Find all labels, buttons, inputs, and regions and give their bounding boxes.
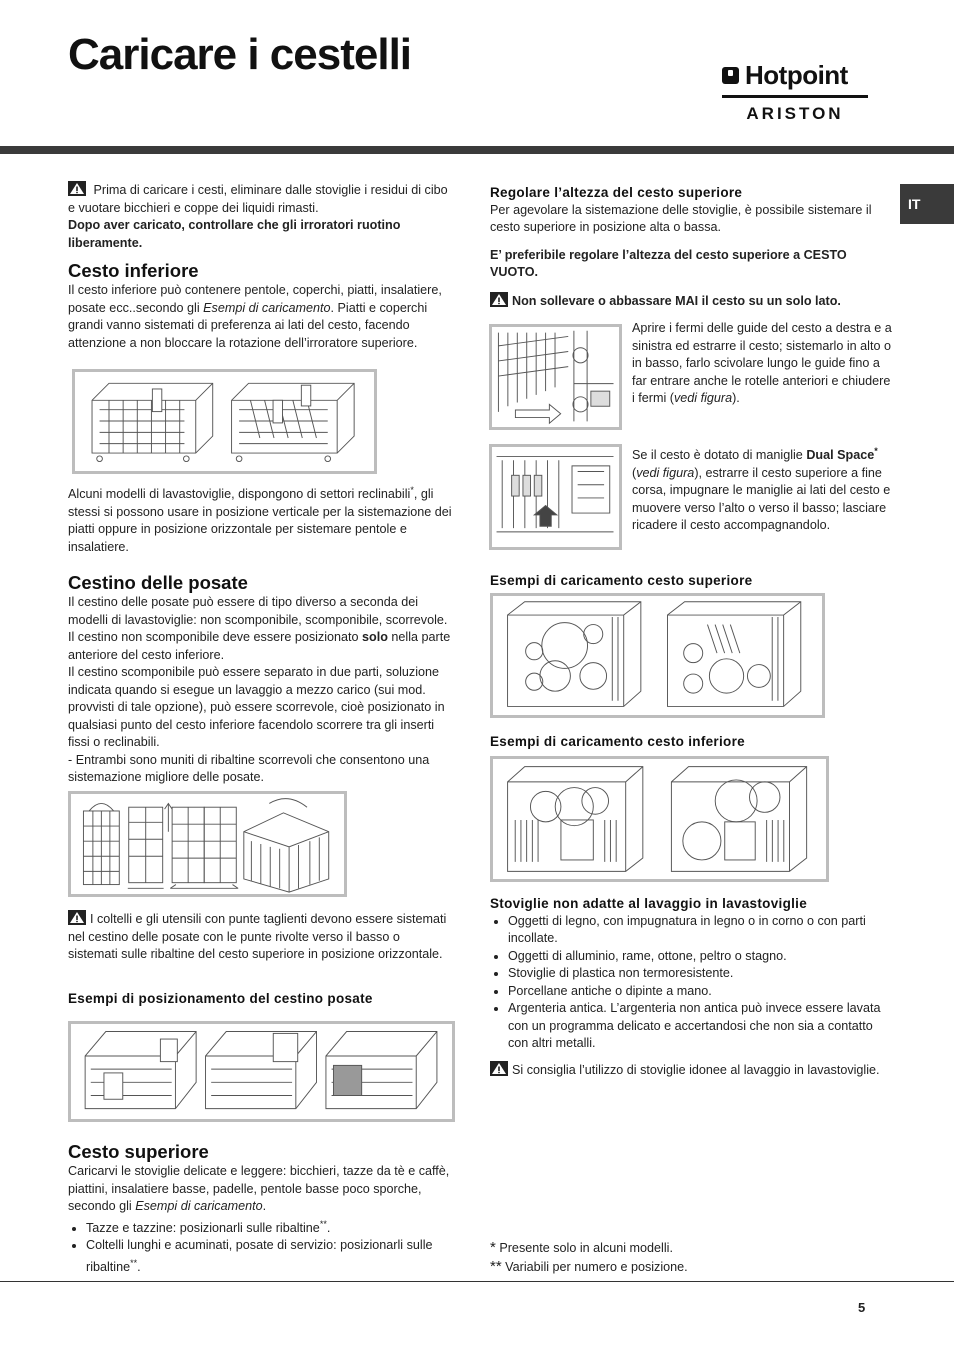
basket-guide-figure: [489, 324, 622, 430]
upper-load-illustration: [493, 596, 822, 715]
dual-space-text: Se il cesto è dotato di maniglie Dual Space* (vedi figura), estrarre il cesto superiore a fine corsa, impugnare le maniglie ai lati del cesto e muovere verso l’alto o verso il basso; lasciare ricadere il cesto accompagnandolo.: [632, 446, 891, 533]
lower-examples-heading: Esempi di caricamento cesto inferiore: [490, 734, 745, 749]
intro-text: Prima di caricare i cesti, eliminare dalle stoviglie i residui di cibo e vuotare bicchieri e coppe dei liquidi rimasti.: [68, 183, 448, 215]
lower-basket-figure: [72, 369, 377, 474]
intro-bold: Dopo aver caricato, controllare che gli irroratori ruotino liberamente.: [68, 218, 401, 250]
cutlery-warning: I coltelli e gli utensili con punte taglienti devono essere sistemati nel cestino delle posate con le punte rivolte verso il basso o sistemati sulle ribaltine del cesto superiore in posizione orizzontale.: [68, 912, 447, 961]
unsuitable-list: [490, 913, 890, 1053]
warning-icon: [68, 181, 86, 196]
list-item: • Argenteria antica. L’argenteria non antica può invece essere lavata con un programma delicato e accertandosi che non sia a contatto con altri metalli.: [508, 1000, 890, 1053]
footnotes: * Presente solo in alcuni modelli. ** Variabili per numero e posizione.: [490, 1239, 688, 1275]
dual-space-figure: [489, 444, 622, 550]
brand-logo: [722, 60, 868, 124]
lower-load-figure: [490, 756, 829, 882]
warning-icon: [490, 1061, 508, 1076]
lower-basket-heading: Cesto inferiore: [68, 260, 199, 281]
adjust-height-section: Regolare l’altezza del cesto superiore Per agevolare la sistemazione delle stoviglie, è possibile sistemare il cesto superiore in posizione alta o bassa. E’ preferibile regolare l’altezza del cesto superiore a CESTO VUOTO. Non sollevare o abbassare MAI il cesto su un solo lato.: [490, 184, 890, 310]
upper-basket-heading: Cesto superiore: [68, 1141, 209, 1162]
upper-basket-list: [68, 1216, 452, 1277]
cutlery-section: Cestino delle posate Il cestino delle posate può essere di tipo diverso a seconda dei modelli di lavastoviglie: non scomponibile, scomponibile, scorrevole. Il cestino non scomponibile deve essere posizionato solo nella parte anteriore del cesto inferiore. Il cestino scomponibile può essere separato in due parti, soluzione indicata quando si esegue un lavaggio a mezzo carico (sui mod. provvisti di tale opzione), può essere scorrevole, cioè posizionato in qualsiasi punto del cesto inferiore facendolo scorrere tra gli inserti fissi o reclinabili. - Entrambi sono muniti di ribaltine scorrevoli che consentono una sistemazione migliore delle posate.: [68, 572, 451, 784]
header-divider: [0, 146, 954, 154]
upper-load-figure: [490, 593, 825, 718]
page-title: Caricare i cestelli: [68, 30, 412, 79]
list-item: • Coltelli lunghi e acuminati, posate di servizio: posizionarli sulle ribaltine**.: [86, 1237, 452, 1276]
cutlery-basket-figure: [68, 791, 347, 897]
logo-sub: ARISTON: [746, 104, 844, 123]
cutlery-position-illustration: [71, 1024, 452, 1119]
list-item: • Oggetti di legno, con impugnatura in legno o in corno o con parti incollate.: [508, 913, 890, 948]
lower-basket-illustration: [75, 372, 374, 471]
list-item: • Tazze e tazzine: posizionarli sulle ribaltine**.: [86, 1216, 452, 1238]
upper-basket-section: Cesto superiore Caricarvi le stoviglie delicate e leggere: bicchieri, tazze da tè e caffè, piattini, insalatiere basse, padelle, pentole basse poco sporche, secondo gli Esempi di caricamento. • Tazze e tazzine: posizionarli sulle ribaltine**. • Coltelli lunghi e acuminati, posate di servizio: posizionarli sulle ribaltine**.: [68, 1141, 452, 1276]
cutlery-position-figure: [68, 1021, 455, 1122]
basket-guide-illustration: [492, 327, 619, 427]
list-item: • Oggetti di alluminio, rame, ottone, peltro o stagno.: [508, 948, 890, 966]
dual-space-illustration: [492, 447, 619, 547]
footer-divider: [0, 1281, 954, 1282]
list-item: • Porcellane antiche o dipinte a mano.: [508, 983, 890, 1001]
upper-examples-heading: Esempi di caricamento cesto superiore: [490, 573, 753, 588]
logo-brand: Hotpoint: [745, 60, 848, 90]
warning-icon: [490, 292, 508, 307]
lower-load-illustration: [493, 759, 826, 879]
lower-basket-section: Cesto inferiore Il cesto inferiore può contenere pentole, coperchi, piatti, insalatiere, posate ecc..secondo gli Esempi di caricamento. Piatti e coperchi grandi vanno sistemati di preferenza ai lati del cesto, facendo attenzione a non bloccare la rotazione dell’irroratore superiore.: [68, 260, 452, 352]
basket-guide-text: Aprire i fermi delle guide del cesto a destra e a sinistra ed estrarre il cesto; sistemarlo in alto o in basso, farlo scivolare lungo le guide fino a far entrare anche le rotelle anteriori e chiudere i fermi (vedi figura).: [632, 321, 892, 405]
unsuitable-heading: Stoviglie non adatte al lavaggio in lavastoviglie: [490, 896, 808, 911]
cutlery-heading: Cestino delle posate: [68, 572, 248, 593]
lower-basket-note: Alcuni modelli di lavastoviglie, dispongono di settori reclinabili*, gli stessi si possono usare in posizione verticale per la sistemazione dei piatti oppure in posizione orizzontale per sistemare pentole e insalatiere.: [68, 485, 452, 554]
cutlery-basket-illustration: [71, 794, 344, 894]
adjust-height-heading: Regolare l’altezza del cesto superiore: [490, 185, 743, 200]
language-tab: IT: [900, 184, 954, 224]
unsuitable-section: Stoviglie non adatte al lavaggio in lavastoviglie • Oggetti di legno, con impugnatura in legno o in corno o con parti incollate. • Oggetti di alluminio, rame, ottone, peltro o stagno. • Stoviglie di plastica non termoresistente. • Porcellane antiche o dipinte a mano. • Argenteria antica. L’argenteria non antica può invece essere lavata con un programma delicato e accertandosi che non sia a contatto con altri metalli. Si consiglia l’utilizzo di stoviglie idonee al lavaggio in lavastoviglie.: [490, 895, 890, 1079]
list-item: • Stoviglie di plastica non termoresistente.: [508, 965, 890, 983]
cutlery-examples-heading: Esempi di posizionamento del cestino posate: [68, 991, 373, 1006]
warning-icon: [68, 910, 86, 925]
page-number: 5: [858, 1300, 866, 1315]
logo-mark-icon: [722, 67, 739, 84]
intro-block: [68, 181, 452, 252]
